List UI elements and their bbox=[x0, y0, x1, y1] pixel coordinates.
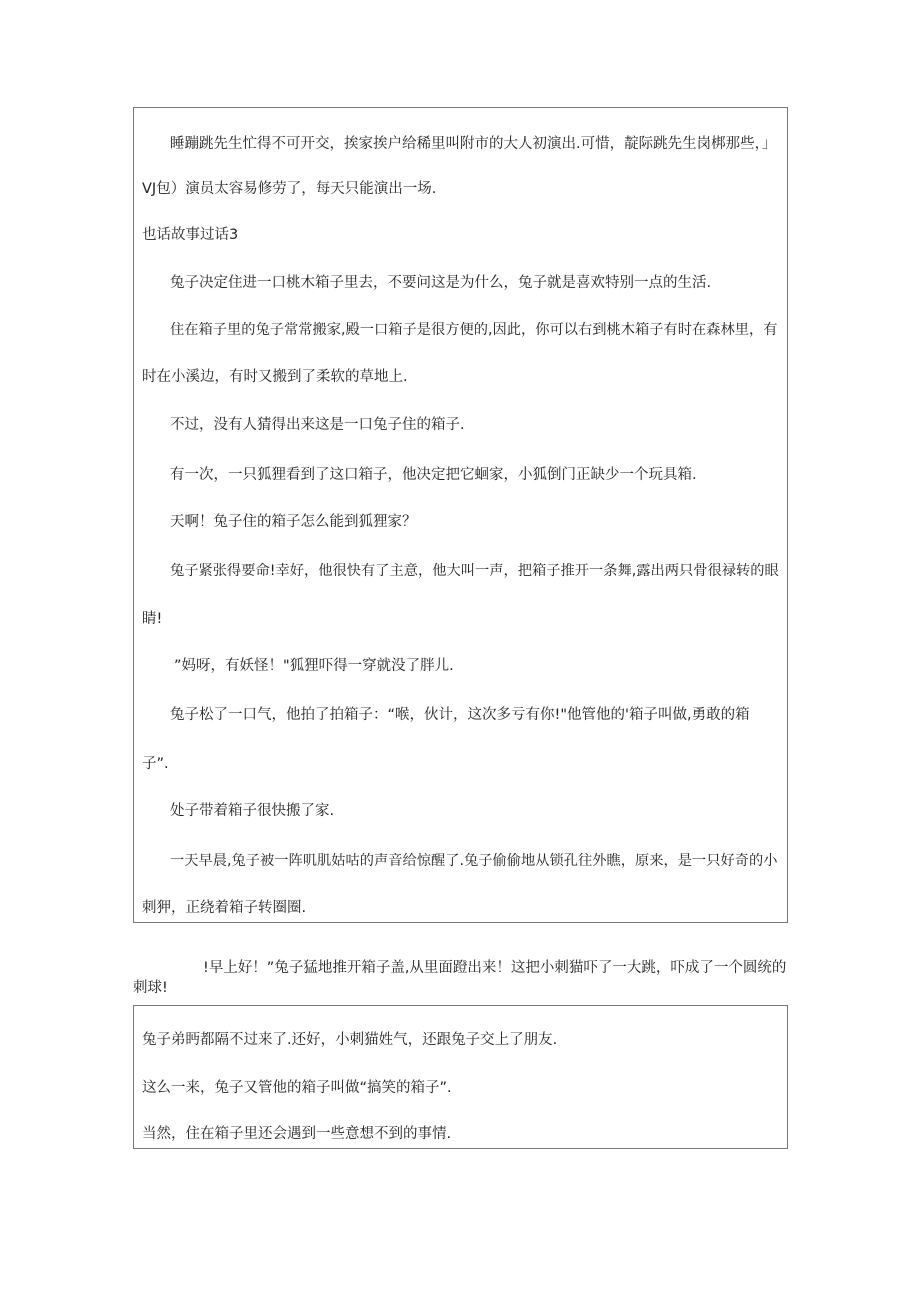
story-line: ”妈呀，有妖怪！"狐狸吓得一穿就没了胖儿. bbox=[174, 658, 454, 674]
story-line: 子”. bbox=[142, 756, 169, 772]
story-line: 有一次，一只狐狸看到了这口箱子，他决定把它蛔家，小狐倒门正缺少一个玩具箱. bbox=[170, 467, 697, 483]
story-line: 住在箱子里的兔子常常搬家,殿一口箱子是很方便的,因此，你可以右到桃木箱子有时在森林里，有 bbox=[170, 322, 778, 338]
story-line: 天啊！兔子住的箱子怎么能到狐狸家？ bbox=[170, 514, 417, 530]
story-line: 兔子决定住进一口桃木箱子里去，不要问这是为什么，兔子就是喜欢特别一点的生活. bbox=[170, 275, 712, 291]
story-box-2 bbox=[133, 1005, 788, 1149]
story-line: 不过，没有人猜得出来这是一口兔子住的箱子. bbox=[170, 417, 465, 433]
story-line: 睛! bbox=[142, 611, 163, 627]
story-line: 睡蹦跳先生忙得不可开交，挨家挨户给稀里叫附市的大人初演出.可惜，靛际跳先生岗梆那些，」 bbox=[170, 136, 777, 152]
story-box bbox=[133, 107, 788, 923]
story-line: 兔子松了一口气，他拍了拍箱子：“喉，伙计，这次多亏有你!"他管他的'箱子叫做,勇敢的箱 bbox=[170, 707, 750, 723]
story-line: 时在小溪边，有时又搬到了柔软的草地上. bbox=[142, 369, 408, 385]
story-line: 刺狎，正绕着箱子转圈圈. bbox=[142, 900, 307, 916]
story-line: 当然，住在箱子里还会遇到一些意想不到的事情. bbox=[142, 1126, 452, 1142]
story-line: 一天早晨,兔子被一阵叽肌姑咕的声音给惊醒了.兔子偷偷地从锁孔往外瞧，原来，是一只好奇的小 bbox=[170, 853, 778, 869]
story-line: 处子带着箱子很快搬了家. bbox=[170, 803, 335, 819]
story-line: 兔子弟眄都隔不过来了.还好，小刺猫姓气，还跟兔子交上了朋友. bbox=[142, 1032, 558, 1048]
section-heading: 也话故事过话3 bbox=[142, 227, 239, 243]
between-paragraph: !早上好！”兔子猛地推开箱子盖,从里面蹬出来！这把小刺猫吓了一大跳，吓成了一个圆统的刺球! bbox=[133, 960, 787, 996]
story-line: 这么一来，兔子又管他的箱子叫做“搞笑的箱子”. bbox=[142, 1080, 452, 1096]
story-line: VJ包）演员太容易修劳了，每天只能演出一场. bbox=[142, 181, 437, 197]
story-line: 兔子紧张得要命!幸好，他很快有了主意，他大叫一声，把箱子推开一条舞,露出两只骨很禄转的眼 bbox=[170, 563, 779, 579]
